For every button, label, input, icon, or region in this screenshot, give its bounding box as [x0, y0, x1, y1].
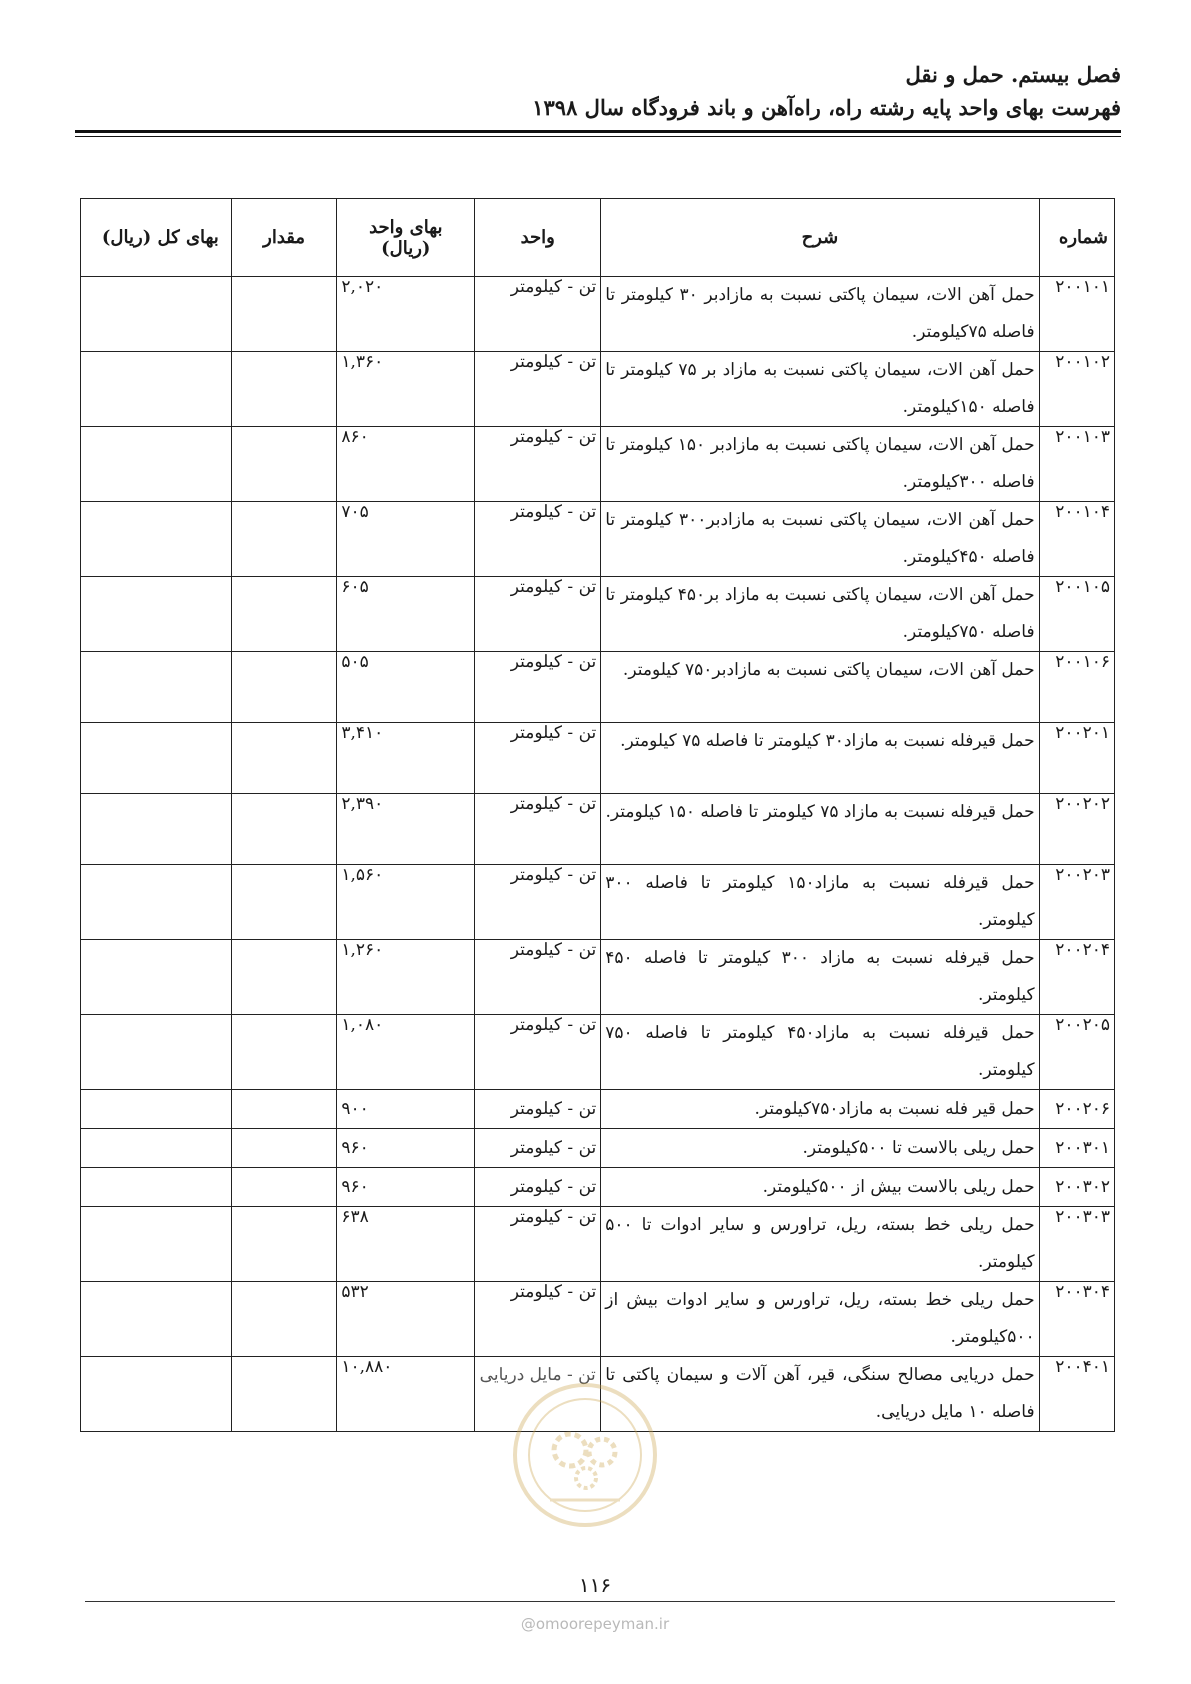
row-code: ۲۰۰۱۰۱	[1039, 277, 1114, 352]
row-unit-price: ۵۰۵	[337, 652, 475, 723]
row-unit-price: ۷۰۵	[337, 502, 475, 577]
row-code: ۲۰۰۳۰۳	[1039, 1207, 1114, 1282]
table-row	[81, 502, 1115, 577]
row-quantity	[231, 1090, 337, 1129]
row-code: ۲۰۰۳۰۴	[1039, 1282, 1114, 1357]
row-total-price	[81, 723, 232, 794]
table-row	[81, 352, 1115, 427]
table-row	[81, 1282, 1115, 1357]
header-unit: واحد	[475, 199, 601, 277]
row-quantity	[231, 502, 337, 577]
row-unit: تن - کیلومتر	[475, 502, 601, 577]
page-header	[75, 58, 1121, 124]
row-total-price	[81, 652, 232, 723]
row-quantity	[231, 1357, 337, 1432]
row-unit: تن - کیلومتر	[475, 577, 601, 652]
page-number: ۱۱۶	[578, 1573, 612, 1597]
price-list-table	[80, 198, 1115, 1432]
row-description: حمل آهن الات، سیمان پاکتی نسبت به مازادبر۳۰۰ کیلومتر تا فاصله ۴۵۰کیلومتر.	[601, 502, 1039, 577]
header-description: شرح	[601, 199, 1039, 277]
row-description: حمل قیرفله نسبت به مازاد۱۵۰ کیلومتر تا فاصله ۳۰۰ کیلومتر.	[601, 865, 1039, 940]
row-total-price	[81, 502, 232, 577]
row-description: حمل آهن الات، سیمان پاکتی نسبت به مازادبر ۱۵۰ کیلومتر تا فاصله ۳۰۰کیلومتر.	[601, 427, 1039, 502]
row-code: ۲۰۰۱۰۴	[1039, 502, 1114, 577]
row-total-price	[81, 1282, 232, 1357]
row-total-price	[81, 794, 232, 865]
row-total-price	[81, 940, 232, 1015]
row-total-price	[81, 352, 232, 427]
header-code: شماره	[1039, 199, 1114, 277]
table-row	[81, 577, 1115, 652]
row-unit-price: ۳,۴۱۰	[337, 723, 475, 794]
row-total-price	[81, 577, 232, 652]
table-row	[81, 865, 1115, 940]
row-description: حمل آهن الات، سیمان پاکتی نسبت به مازاد بر ۷۵ کیلومتر تا فاصله ۱۵۰کیلومتر.	[601, 352, 1039, 427]
header-unit-price-label: بهای واحد	[369, 216, 443, 238]
row-description: حمل ریلی خط بسته، ریل، تراورس و سایر ادوات بیش از ۵۰۰کیلومتر.	[601, 1282, 1039, 1357]
row-quantity	[231, 865, 337, 940]
row-total-price	[81, 1129, 232, 1168]
row-code: ۲۰۰۲۰۵	[1039, 1015, 1114, 1090]
row-unit: تن - کیلومتر	[475, 427, 601, 502]
footer-rule	[85, 1601, 1115, 1602]
row-total-price	[81, 1168, 232, 1207]
row-unit: تن - کیلومتر	[475, 352, 601, 427]
row-description: حمل آهن الات، سیمان پاکتی نسبت به مازادبر ۳۰ کیلومتر تا فاصله ۷۵کیلومتر.	[601, 277, 1039, 352]
table-row	[81, 723, 1115, 794]
row-description: حمل ریلی خط بسته، ریل، تراورس و سایر ادوات تا ۵۰۰ کیلومتر.	[601, 1207, 1039, 1282]
header-rule-thin	[75, 136, 1121, 137]
row-unit-price: ۶۰۵	[337, 577, 475, 652]
row-quantity	[231, 427, 337, 502]
row-total-price	[81, 1357, 232, 1432]
row-code: ۲۰۰۱۰۳	[1039, 427, 1114, 502]
row-unit-price: ۵۳۲	[337, 1282, 475, 1357]
row-quantity	[231, 794, 337, 865]
header-total-price: بهای کل (ریال)	[81, 199, 232, 277]
row-quantity	[231, 652, 337, 723]
row-unit-price: ۲,۰۲۰	[337, 277, 475, 352]
row-code: ۲۰۰۲۰۲	[1039, 794, 1114, 865]
row-code: ۲۰۰۱۰۶	[1039, 652, 1114, 723]
row-unit-price: ۱,۵۶۰	[337, 865, 475, 940]
row-description: حمل قیرفله نسبت به مازاد ۷۵ کیلومتر تا فاصله ۱۵۰ کیلومتر.	[601, 794, 1039, 865]
row-unit: تن - کیلومتر	[475, 1207, 601, 1282]
header-quantity: مقدار	[231, 199, 337, 277]
row-unit: تن - کیلومتر	[475, 723, 601, 794]
row-quantity	[231, 723, 337, 794]
row-code: ۲۰۰۳۰۲	[1039, 1168, 1114, 1207]
row-unit: تن - کیلومتر	[475, 940, 601, 1015]
row-unit: تن - کیلومتر	[475, 794, 601, 865]
table-row	[81, 794, 1115, 865]
row-unit: تن - کیلومتر	[475, 652, 601, 723]
row-quantity	[231, 352, 337, 427]
row-code: ۲۰۰۴۰۱	[1039, 1357, 1114, 1432]
table-row	[81, 1129, 1115, 1168]
header-rule-thick	[75, 130, 1121, 133]
row-total-price	[81, 865, 232, 940]
header-unit-price-currency: (ریال)	[381, 237, 431, 259]
row-code: ۲۰۰۲۰۴	[1039, 940, 1114, 1015]
row-unit-price: ۱,۰۸۰	[337, 1015, 475, 1090]
row-quantity	[231, 1207, 337, 1282]
row-description: حمل آهن الات، سیمان پاکتی نسبت به مازاد بر۴۵۰ کیلومتر تا فاصله ۷۵۰کیلومتر.	[601, 577, 1039, 652]
row-quantity	[231, 1282, 337, 1357]
row-quantity	[231, 577, 337, 652]
row-description: حمل قیرفله نسبت به مازاد۴۵۰ کیلومتر تا فاصله ۷۵۰ کیلومتر.	[601, 1015, 1039, 1090]
row-unit: تن - کیلومتر	[475, 1168, 601, 1207]
row-quantity	[231, 1168, 337, 1207]
table-row	[81, 940, 1115, 1015]
table-header-row	[81, 199, 1115, 277]
table-row	[81, 427, 1115, 502]
table-row	[81, 1015, 1115, 1090]
watermark-seal	[510, 1380, 660, 1530]
row-unit-price: ۹۶۰	[337, 1129, 475, 1168]
row-unit-price: ۲,۳۹۰	[337, 794, 475, 865]
row-unit-price: ۸۶۰	[337, 427, 475, 502]
row-code: ۲۰۰۱۰۵	[1039, 577, 1114, 652]
row-description: حمل ریلی بالاست تا ۵۰۰کیلومتر.	[601, 1129, 1039, 1168]
row-quantity	[231, 277, 337, 352]
row-unit: تن - کیلومتر	[475, 865, 601, 940]
row-unit-price: ۹۶۰	[337, 1168, 475, 1207]
row-unit: تن - مایل دریایی	[475, 1357, 601, 1432]
row-unit-price: ۶۳۸	[337, 1207, 475, 1282]
row-quantity	[231, 940, 337, 1015]
row-total-price	[81, 277, 232, 352]
row-code: ۲۰۰۳۰۱	[1039, 1129, 1114, 1168]
row-description: حمل قیر فله نسبت به مازاد۷۵۰کیلومتر.	[601, 1090, 1039, 1129]
row-code: ۲۰۰۱۰۲	[1039, 352, 1114, 427]
row-unit-price: ۱,۳۶۰	[337, 352, 475, 427]
row-description: حمل قیرفله نسبت به مازاد ۳۰۰ کیلومتر تا فاصله ۴۵۰ کیلومتر.	[601, 940, 1039, 1015]
row-total-price	[81, 1090, 232, 1129]
row-code: ۲۰۰۲۰۱	[1039, 723, 1114, 794]
row-description: حمل دریایی مصالح سنگی، قیر، آهن آلات و سیمان پاکتی تا فاصله ۱۰ مایل دریایی.	[601, 1357, 1039, 1432]
row-unit-price: ۹۰۰	[337, 1090, 475, 1129]
row-unit: تن - کیلومتر	[475, 277, 601, 352]
row-description: حمل ریلی بالاست بیش از ۵۰۰کیلومتر.	[601, 1168, 1039, 1207]
row-unit: تن - کیلومتر	[475, 1015, 601, 1090]
row-total-price	[81, 427, 232, 502]
row-unit-price: ۱,۲۶۰	[337, 940, 475, 1015]
table-row	[81, 1207, 1115, 1282]
chapter-title: فصل بیستم. حمل و نقل	[905, 62, 1121, 87]
row-unit-price: ۱۰,۸۸۰	[337, 1357, 475, 1432]
row-unit: تن - کیلومتر	[475, 1129, 601, 1168]
row-unit: تن - کیلومتر	[475, 1282, 601, 1357]
row-total-price	[81, 1207, 232, 1282]
table-row	[81, 652, 1115, 723]
row-unit: تن - کیلومتر	[475, 1090, 601, 1129]
row-code: ۲۰۰۲۰۳	[1039, 865, 1114, 940]
row-description: حمل قیرفله نسبت به مازاد۳۰ کیلومتر تا فاصله ۷۵ کیلومتر.	[601, 723, 1039, 794]
row-quantity	[231, 1015, 337, 1090]
table-row	[81, 1090, 1115, 1129]
footer-site-watermark: @omoorepeyman.ir	[520, 1615, 670, 1633]
row-code: ۲۰۰۲۰۶	[1039, 1090, 1114, 1129]
row-description: حمل آهن الات، سیمان پاکتی نسبت به مازادبر۷۵۰ کیلومتر.	[601, 652, 1039, 723]
table-row	[81, 277, 1115, 352]
row-total-price	[81, 1015, 232, 1090]
row-quantity	[231, 1129, 337, 1168]
table-row	[81, 1168, 1115, 1207]
document-subtitle: فهرست بهای واحد پایه رشته راه، راه‌آهن و باند فرودگاه سال ۱۳۹۸	[532, 95, 1121, 120]
header-unit-price	[337, 199, 475, 277]
